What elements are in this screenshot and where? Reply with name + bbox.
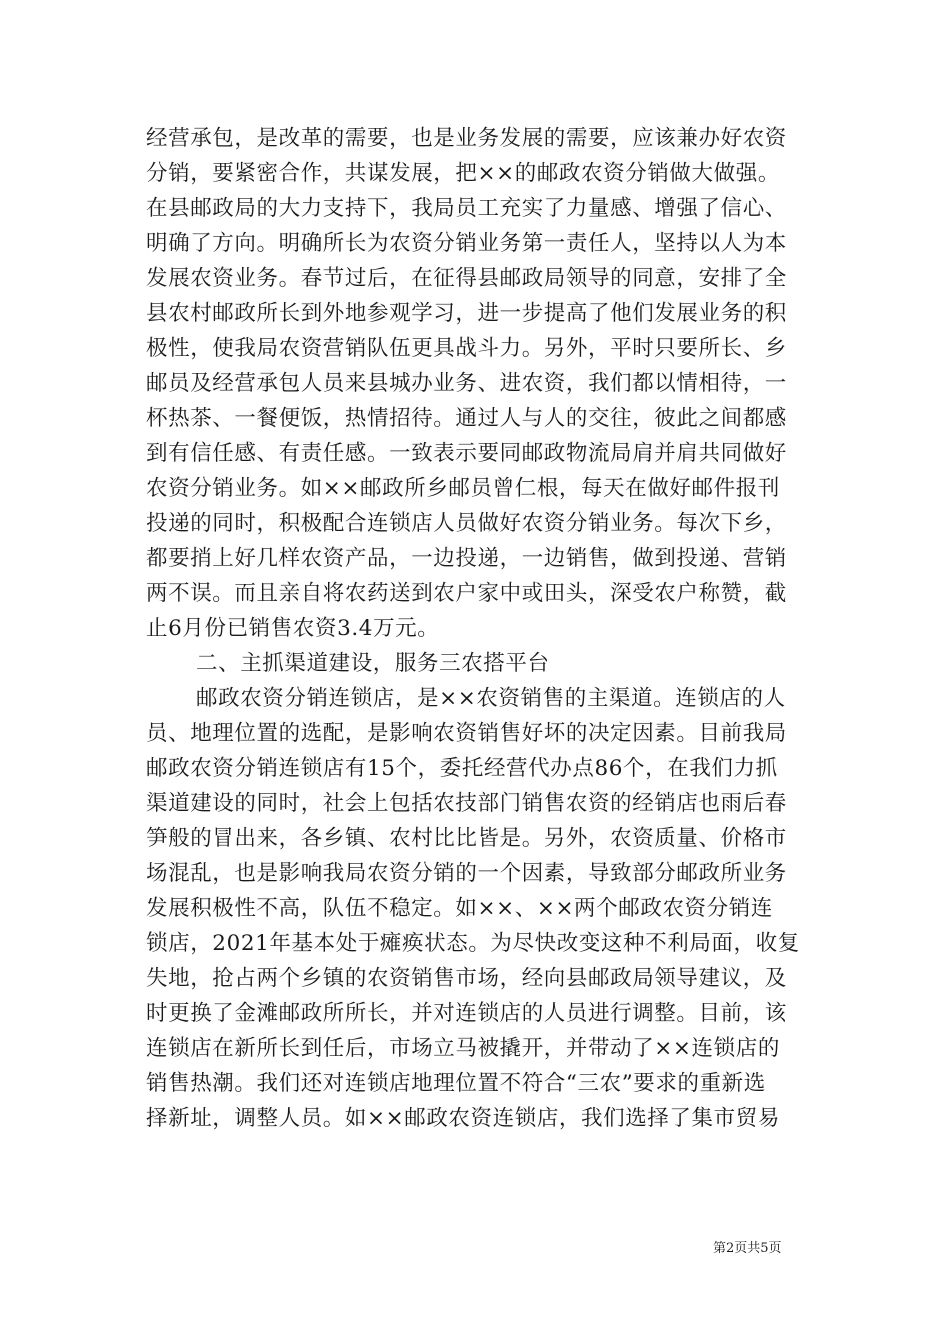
body-text-line: 经营承包，是改革的需要，也是业务发展的需要，应该兼办好农资 (146, 126, 787, 151)
body-text-line: 渠道建设的同时，社会上包括农技部门销售农资的经销店也雨后春 (146, 791, 787, 816)
body-text-line: 发展积极性不高，队伍不稳定。如××、××两个邮政农资分销连 (146, 896, 773, 921)
body-text-line: 在县邮政局的大力支持下，我局员工充实了力量感、增强了信心、 (146, 196, 787, 221)
body-text-line: 失地，抢占两个乡镇的农资销售市场，经向县邮政局领导建议，及 (146, 966, 787, 991)
body-text-line: 连锁店在新所长到任后，市场立马被撬开，并带动了××连锁店的 (146, 1036, 780, 1061)
body-text-line: 两不误。而且亲自将农药送到农户家中或田头，深受农户称赞，截 (146, 581, 787, 606)
body-text-line: 到有信任感、有责任感。一致表示要同邮政物流局肩并肩共同做好 (146, 441, 787, 466)
body-text-line: 分销，要紧密合作，共谋发展，把××的邮政农资分销做大做强。 (146, 161, 780, 186)
body-text-line: 销售热潮。我们还对连锁店地理位置不符合“三农”要求的重新选 (146, 1071, 766, 1096)
page-number-footer: 第2页共5页 (713, 1241, 782, 1256)
body-text-line: 邮政农资分销连锁店有15个，委托经营代办点86个，在我们力抓 (146, 756, 778, 781)
body-text-line: 时更换了金滩邮政所所长，并对连锁店的人员进行调整。目前，该 (146, 1001, 787, 1026)
body-text-line: 明确了方向。明确所长为农资分销业务第一责任人，坚持以人为本 (146, 231, 787, 256)
body-text-line: 择新址，调整人员。如××邮政农资连锁店，我们选择了集市贸易 (146, 1106, 780, 1131)
body-text-line: 都要捎上好几样农资产品，一边投递，一边销售，做到投递、营销 (146, 546, 787, 571)
body-text-line: 杯热茶、一餐便饭，热情招待。通过人与人的交往，彼此之间都感 (146, 406, 787, 431)
body-text-line: 笋般的冒出来，各乡镇、农村比比皆是。另外，农资质量、价格市 (146, 826, 787, 851)
body-text-line: 场混乱，也是影响我局农资分销的一个因素，导致部分邮政所业务 (146, 861, 787, 886)
body-text-line: 农资分销业务。如××邮政所乡邮员曾仁根，每天在做好邮件报刊 (146, 476, 780, 501)
body-text-line: 员、地理位置的选配，是影响农资销售好坏的决定因素。目前我局 (146, 721, 787, 746)
body-text-line: 邮政农资分销连锁店，是××农资销售的主渠道。连锁店的人 (196, 686, 786, 711)
body-text-line: 县农村邮政所长到外地参观学习，进一步提高了他们发展业务的积 (146, 301, 787, 326)
body-text-line: 邮员及经营承包人员来县城办业务、进农资，我们都以情相待，一 (146, 371, 787, 396)
body-text-line: 投递的同时，积极配合连锁店人员做好农资分销业务。每次下乡， (146, 511, 787, 536)
body-text-line: 锁店，2021年基本处于瘫痪状态。为尽快改变这种不利局面，收复 (146, 931, 800, 956)
section-heading: 二、主抓渠道建设，服务三农搭平台 (196, 651, 550, 676)
body-text-line: 止6月份已销售农资3.4万元。 (146, 616, 440, 641)
body-text-line: 极性，使我局农资营销队伍更具战斗力。另外，平时只要所长、乡 (146, 336, 787, 361)
body-text-line: 发展农资业务。春节过后，在征得县邮政局领导的同意，安排了全 (146, 266, 787, 291)
